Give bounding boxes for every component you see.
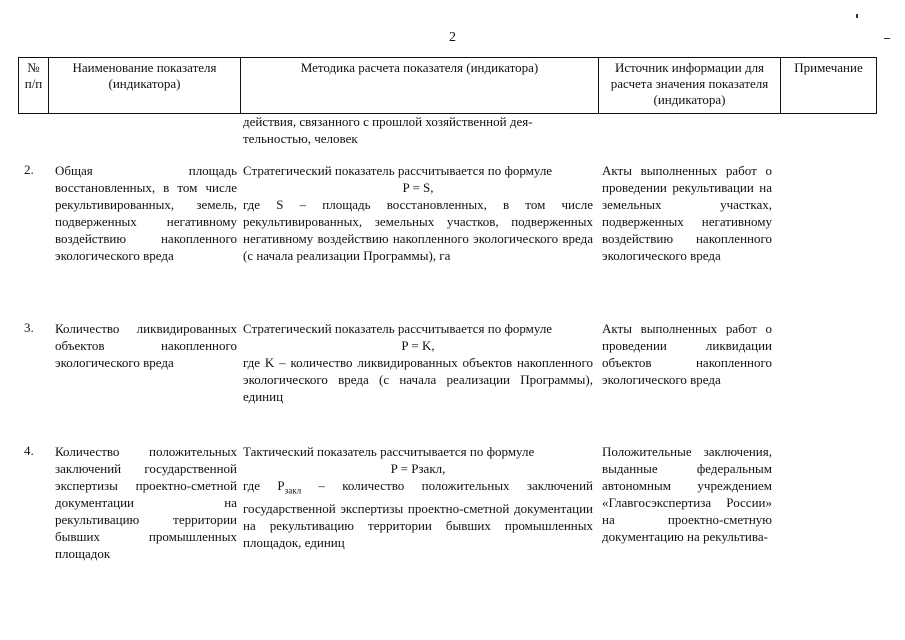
indicator-name: Количество положительных заключений государственной экспертизы проектно-сметной документации на рекультивацию территории бывших промышленных площадок [55,444,237,561]
formula: P = K, [401,338,435,353]
table-header [18,57,877,114]
indicator-name: Общая площадь восстановленных, в том числе рекультивированных, земель, подверженных негативному воздействию накопленного экологического вреда [55,163,237,263]
formula: P = S, [402,180,434,195]
continuation-line: тельностью, человек [243,131,358,146]
scan-mark [856,14,858,18]
method-symbol-subscript: закл [284,485,302,496]
page-number: 2 [449,30,456,45]
indicator-source: Акты выполненных работ о проведении ликвидации объектов накопленного экологического вреда [602,321,772,387]
header-note: Примечание [781,58,877,114]
header-num: № п/п [19,58,49,114]
method-description: где S – площадь восстановленных, в том числе рекультивированных, земельных участков, подверженных негативному воздействию накопленного экологического вреда (с начала реализации Программы), га [243,197,593,263]
row-number: 2. [24,162,34,177]
row-number: 4. [24,443,34,458]
indicator-name: Количество ликвидированных объектов накопленного экологического вреда [55,321,237,370]
indicator-method [243,320,593,405]
method-intro: Тактический показатель рассчитывается по формуле [243,444,535,459]
method-description [243,477,593,551]
row-number: 3. [24,320,34,335]
method-symbol: P [277,478,285,493]
indicator-method [243,162,593,264]
method-description-text: – количество положительных заключений государственной экспертизы проектно-сметной документации на рекультивацию территории бывших промышленных площадок, единиц [243,478,593,550]
method-intro: Стратегический показатель рассчитывается по формуле [243,321,553,336]
method-description: где K – количество ликвидированных объектов накопленного экологического вреда (с начала реализации Программы), единиц [243,355,593,404]
indicator-source: Акты выполненных работ о проведении рекультивации на земельных участках, подверженных негативному воздействию накопленного экологического вреда [602,163,772,263]
header-method: Методика расчета показателя (индикатора) [241,58,599,114]
indicator-source: Положительные заключения, выданные федеральным автономным учреждением «Главгосэкспертиза России» на проектно-сметную документацию на рекультива- [602,444,772,544]
continuation-line: действия, связанного с прошлой хозяйственной дея- [243,114,533,129]
indicator-method [243,443,593,551]
scan-mark [884,38,890,39]
header-source: Источник информации для расчета значения показателя (индикатора) [599,58,781,114]
formula: P = Pзакл, [390,461,446,476]
header-name: Наименование показателя (индикатора) [49,58,241,114]
method-continuation [243,113,593,147]
method-intro: Стратегический показатель рассчитывается по формуле [243,163,553,178]
method-prefix: где [243,478,278,493]
